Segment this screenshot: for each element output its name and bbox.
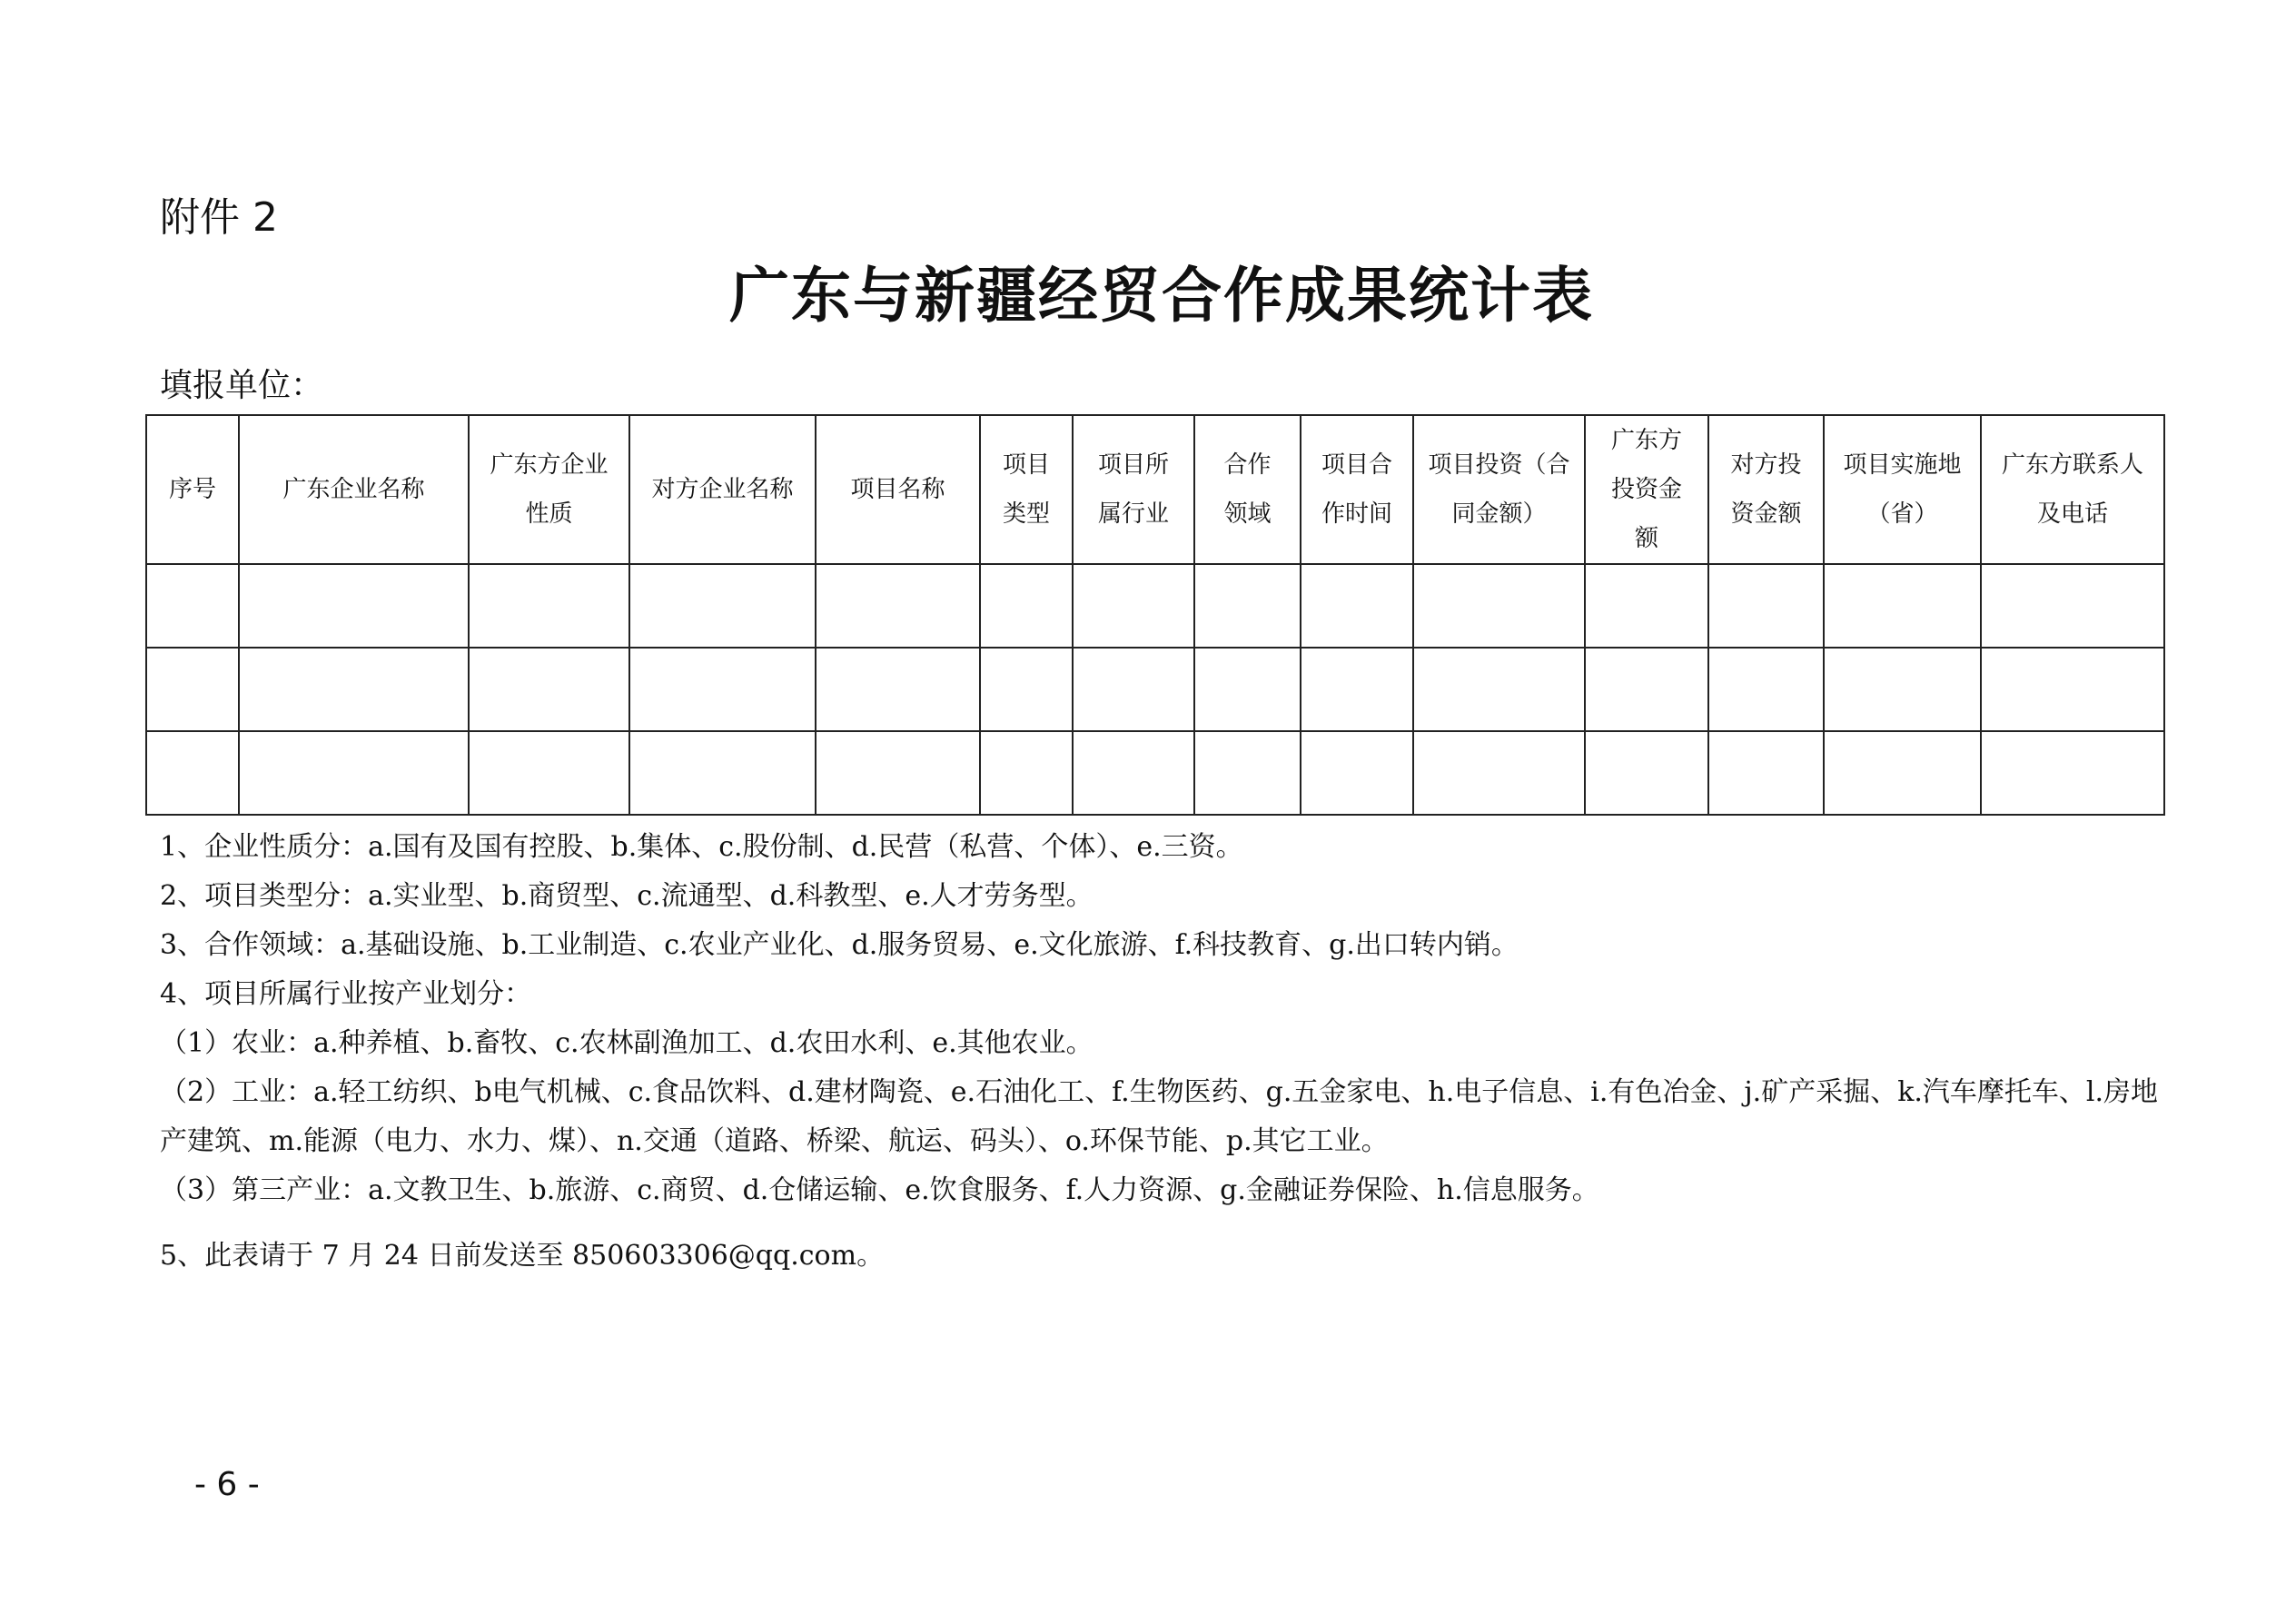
table-header-cell bbox=[1824, 415, 1981, 564]
table-cell bbox=[1981, 731, 2164, 815]
header-line: 广东方联系人 bbox=[2001, 451, 2143, 479]
table-cell bbox=[1413, 564, 1585, 648]
header-line: 广东方企业 bbox=[490, 451, 609, 479]
table-cell bbox=[816, 564, 980, 648]
note-line: 2、项目类型分：a.实业型、b.商贸型、c.流通型、d.科教型、e.人才劳务型。 bbox=[160, 880, 1094, 912]
header-line: 类型 bbox=[1002, 500, 1050, 528]
table-cell bbox=[1708, 731, 1824, 815]
table-header-cell bbox=[239, 415, 469, 564]
table-cell bbox=[1073, 731, 1194, 815]
table-cell bbox=[1585, 648, 1708, 731]
table-cell bbox=[980, 731, 1073, 815]
table-header-cell bbox=[629, 415, 816, 564]
note-line: （3）第三产业：a.文教卫生、b.旅游、c.商贸、d.仓储运输、e.饮食服务、f.人力资源、g.金融证券保险、h.信息服务。 bbox=[160, 1174, 1599, 1206]
table-cell bbox=[1194, 731, 1301, 815]
table-cell bbox=[1824, 731, 1981, 815]
table-row bbox=[146, 564, 2164, 648]
table-body bbox=[146, 564, 2164, 815]
table-cell bbox=[469, 648, 629, 731]
header-line: 及电话 bbox=[2036, 500, 2108, 528]
table-header-row bbox=[146, 415, 2164, 564]
table-cell bbox=[980, 648, 1073, 731]
table-cell bbox=[469, 731, 629, 815]
table-header-cell bbox=[146, 415, 239, 564]
table-cell bbox=[1301, 648, 1413, 731]
header-line: 作时间 bbox=[1321, 500, 1392, 528]
header-line: 额 bbox=[1634, 525, 1658, 552]
table-cell bbox=[629, 731, 816, 815]
table-header-cell bbox=[816, 415, 980, 564]
page-number: - 6 - bbox=[194, 1466, 260, 1503]
table-cell bbox=[629, 564, 816, 648]
table-cell bbox=[469, 564, 629, 648]
header-line: 广东企业名称 bbox=[282, 476, 425, 503]
table-cell bbox=[1301, 731, 1413, 815]
header-line: 项目所 bbox=[1097, 451, 1169, 479]
table-cell bbox=[1981, 564, 2164, 648]
header-line: 对方企业名称 bbox=[651, 476, 794, 503]
table-header-cell bbox=[1073, 415, 1194, 564]
table-cell bbox=[1981, 648, 2164, 731]
table-cell bbox=[1413, 648, 1585, 731]
table-row bbox=[146, 731, 2164, 815]
table-cell bbox=[1824, 564, 1981, 648]
header-line: 投资金 bbox=[1610, 476, 1682, 503]
table-header-cell bbox=[980, 415, 1073, 564]
table-header-cell bbox=[1194, 415, 1301, 564]
table-cell bbox=[146, 731, 239, 815]
table-row bbox=[146, 648, 2164, 731]
attachment-label: 附件 2 bbox=[160, 194, 278, 241]
filler-unit-label: 填报单位： bbox=[160, 367, 324, 404]
header-line: 对方投 bbox=[1730, 451, 1802, 479]
table-header-cell bbox=[469, 415, 629, 564]
table-cell bbox=[816, 648, 980, 731]
header-line: 性质 bbox=[525, 500, 573, 528]
note-line: 1、企业性质分：a.国有及国有控股、b.集体、c.股份制、d.民营（私营、个体）、e.三资。 bbox=[160, 831, 1243, 863]
document-title: 广东与新疆经贸合作成果统计表 bbox=[729, 260, 1594, 331]
table-cell bbox=[1708, 648, 1824, 731]
header-line: 项目名称 bbox=[850, 476, 945, 503]
table-cell bbox=[980, 564, 1073, 648]
table-header-cell bbox=[1413, 415, 1585, 564]
header-line: 合作 bbox=[1223, 451, 1272, 479]
header-line: 广东方 bbox=[1610, 427, 1682, 454]
header-line: 序号 bbox=[168, 476, 216, 503]
table-cell bbox=[146, 648, 239, 731]
table-cell bbox=[1585, 564, 1708, 648]
note-line: （1）农业：a.种养植、b.畜牧、c.农林副渔加工、d.农田水利、e.其他农业。 bbox=[160, 1027, 1094, 1059]
note-line: （2）工业：a.轻工纺织、b电气机械、c.食品饮料、d.建材陶瓷、e.石油化工、f.生物医药、g.五金家电、h.电子信息、i.有色冶金、j.矿产采掘、k.汽车摩托车、l.房地产建筑、m.能源（电力、水力、煤）、n.交通（道路、桥梁、航运、码头）、o.环保节能、p.其它工业。 bbox=[160, 1076, 2159, 1157]
table-cell bbox=[1824, 648, 1981, 731]
table-cell bbox=[1194, 564, 1301, 648]
table-header-cell bbox=[1585, 415, 1708, 564]
statistics-table bbox=[145, 414, 2165, 816]
header-line: 资金额 bbox=[1730, 500, 1802, 528]
note-line: 4、项目所属行业按产业划分： bbox=[160, 978, 532, 1010]
notes-section bbox=[160, 823, 2167, 1281]
header-line: 同金额） bbox=[1451, 500, 1547, 528]
note-line: 5、此表请于 7 月 24 日前发送至 850603306@qq.com。 bbox=[160, 1240, 885, 1272]
header-line: （省） bbox=[1866, 500, 1938, 528]
table-cell bbox=[1585, 731, 1708, 815]
header-line: 属行业 bbox=[1097, 500, 1169, 528]
table-cell bbox=[239, 564, 469, 648]
table-cell bbox=[816, 731, 980, 815]
table-cell bbox=[1413, 731, 1585, 815]
header-line: 项目 bbox=[1002, 451, 1050, 479]
table-header-cell bbox=[1708, 415, 1824, 564]
table-cell bbox=[1194, 648, 1301, 731]
table-cell bbox=[239, 731, 469, 815]
table-cell bbox=[1073, 648, 1194, 731]
table-cell bbox=[1301, 564, 1413, 648]
table-header-cell bbox=[1981, 415, 2164, 564]
header-line: 领域 bbox=[1223, 500, 1272, 528]
table-cell bbox=[239, 648, 469, 731]
table-cell bbox=[629, 648, 816, 731]
header-line: 项目投资（合 bbox=[1428, 451, 1570, 479]
table-cell bbox=[1073, 564, 1194, 648]
note-line: 3、合作领域：a.基础设施、b.工业制造、c.农业产业化、d.服务贸易、e.文化旅游、f.科技教育、g.出口转内销。 bbox=[160, 929, 1519, 961]
table-cell bbox=[1708, 564, 1824, 648]
header-line: 项目实施地 bbox=[1843, 451, 1962, 479]
header-line: 项目合 bbox=[1321, 451, 1392, 479]
table-cell bbox=[146, 564, 239, 648]
table-header-cell bbox=[1301, 415, 1413, 564]
